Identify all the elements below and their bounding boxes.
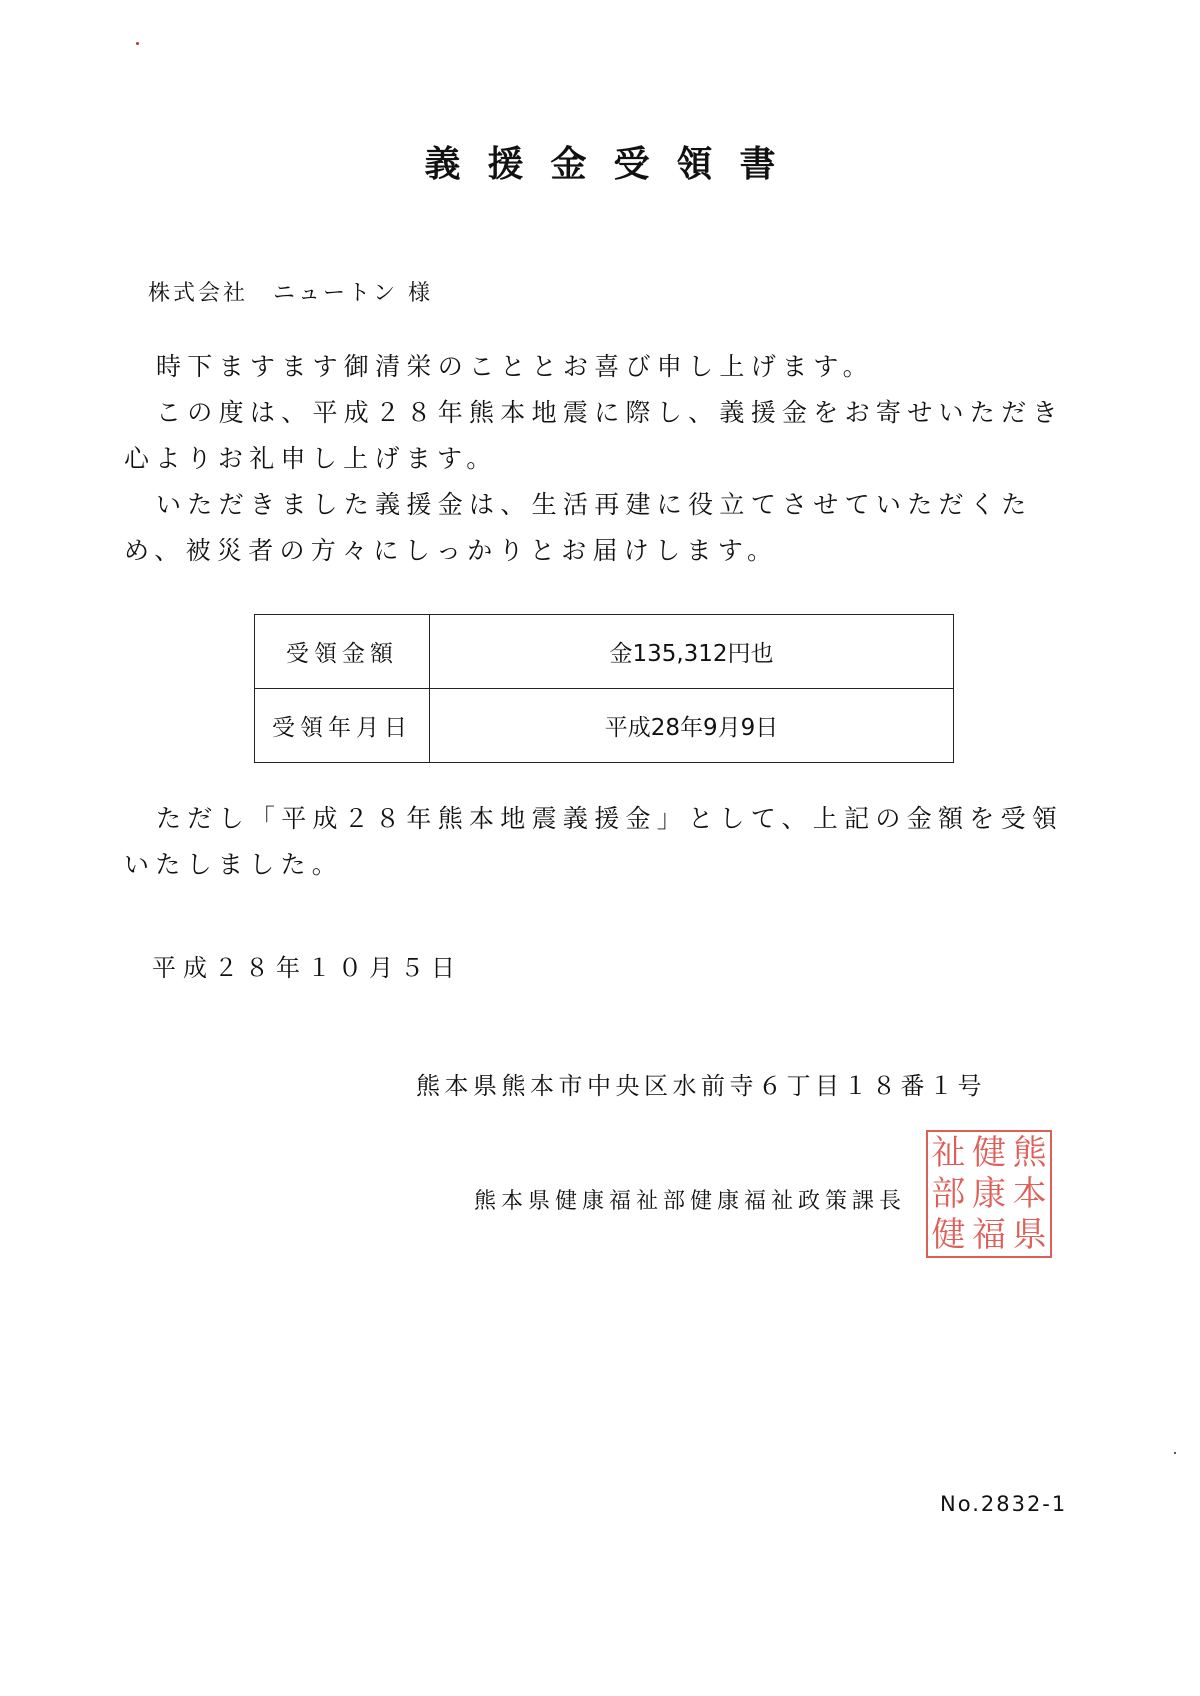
issue-date: 平成２８年１０月５日 [152,954,462,982]
closing-note-text: ただし「平成２８年熊本地震義援金」として、上記の金額を受領いたしました。 [124,804,1064,879]
body-text [124,344,1064,574]
seal-glyph: 康 [971,1173,1006,1214]
official-seal [926,1130,1052,1258]
seal-glyph: 部 [931,1173,966,1214]
seal-glyph: 本 [1012,1173,1047,1214]
document-title: 義援金受領書 [424,144,803,185]
seal-glyph: 熊 [1012,1132,1047,1173]
scan-speck [1174,1452,1176,1454]
seal-glyph: 福 [971,1215,1006,1256]
issuer-address: 熊本県熊本市中央区水前寺６丁目１８番１号 [416,1072,986,1100]
seal-glyph: 県 [1012,1215,1047,1256]
seal-glyph: 健 [971,1132,1006,1173]
body-paragraph: いただきました義援金は、生活再建に役立てさせていただくため、被災者の方々にしっかりとお届けします。 [124,490,1033,565]
issuer-official: 熊本県健康福祉部健康福祉政策課長 [474,1189,907,1214]
body-paragraph: この度は、平成２８年熊本地震に際し、義援金をお寄せいただき心よりお礼申し上げます。 [124,398,1064,473]
receipt-date-value: 平成28年9月9日 [430,689,954,763]
seal-glyph: 健 [931,1215,966,1256]
receipt-date-label: 受領年月日 [255,689,430,763]
scan-speck [136,42,139,45]
table-row [255,615,954,689]
closing-note [124,796,1064,888]
table-row [255,689,954,763]
recipient-name: 株式会社 ニュートン 様 [148,281,433,306]
amount-value: 金135,312円也 [430,615,954,689]
receipt-table [254,614,954,763]
seal-glyph: 祉 [931,1132,966,1173]
amount-label: 受領金額 [255,615,430,689]
body-paragraph: 時下ますます御清栄のこととお喜び申し上げます。 [156,352,874,381]
document-number: No.2832-1 [940,1492,1068,1516]
